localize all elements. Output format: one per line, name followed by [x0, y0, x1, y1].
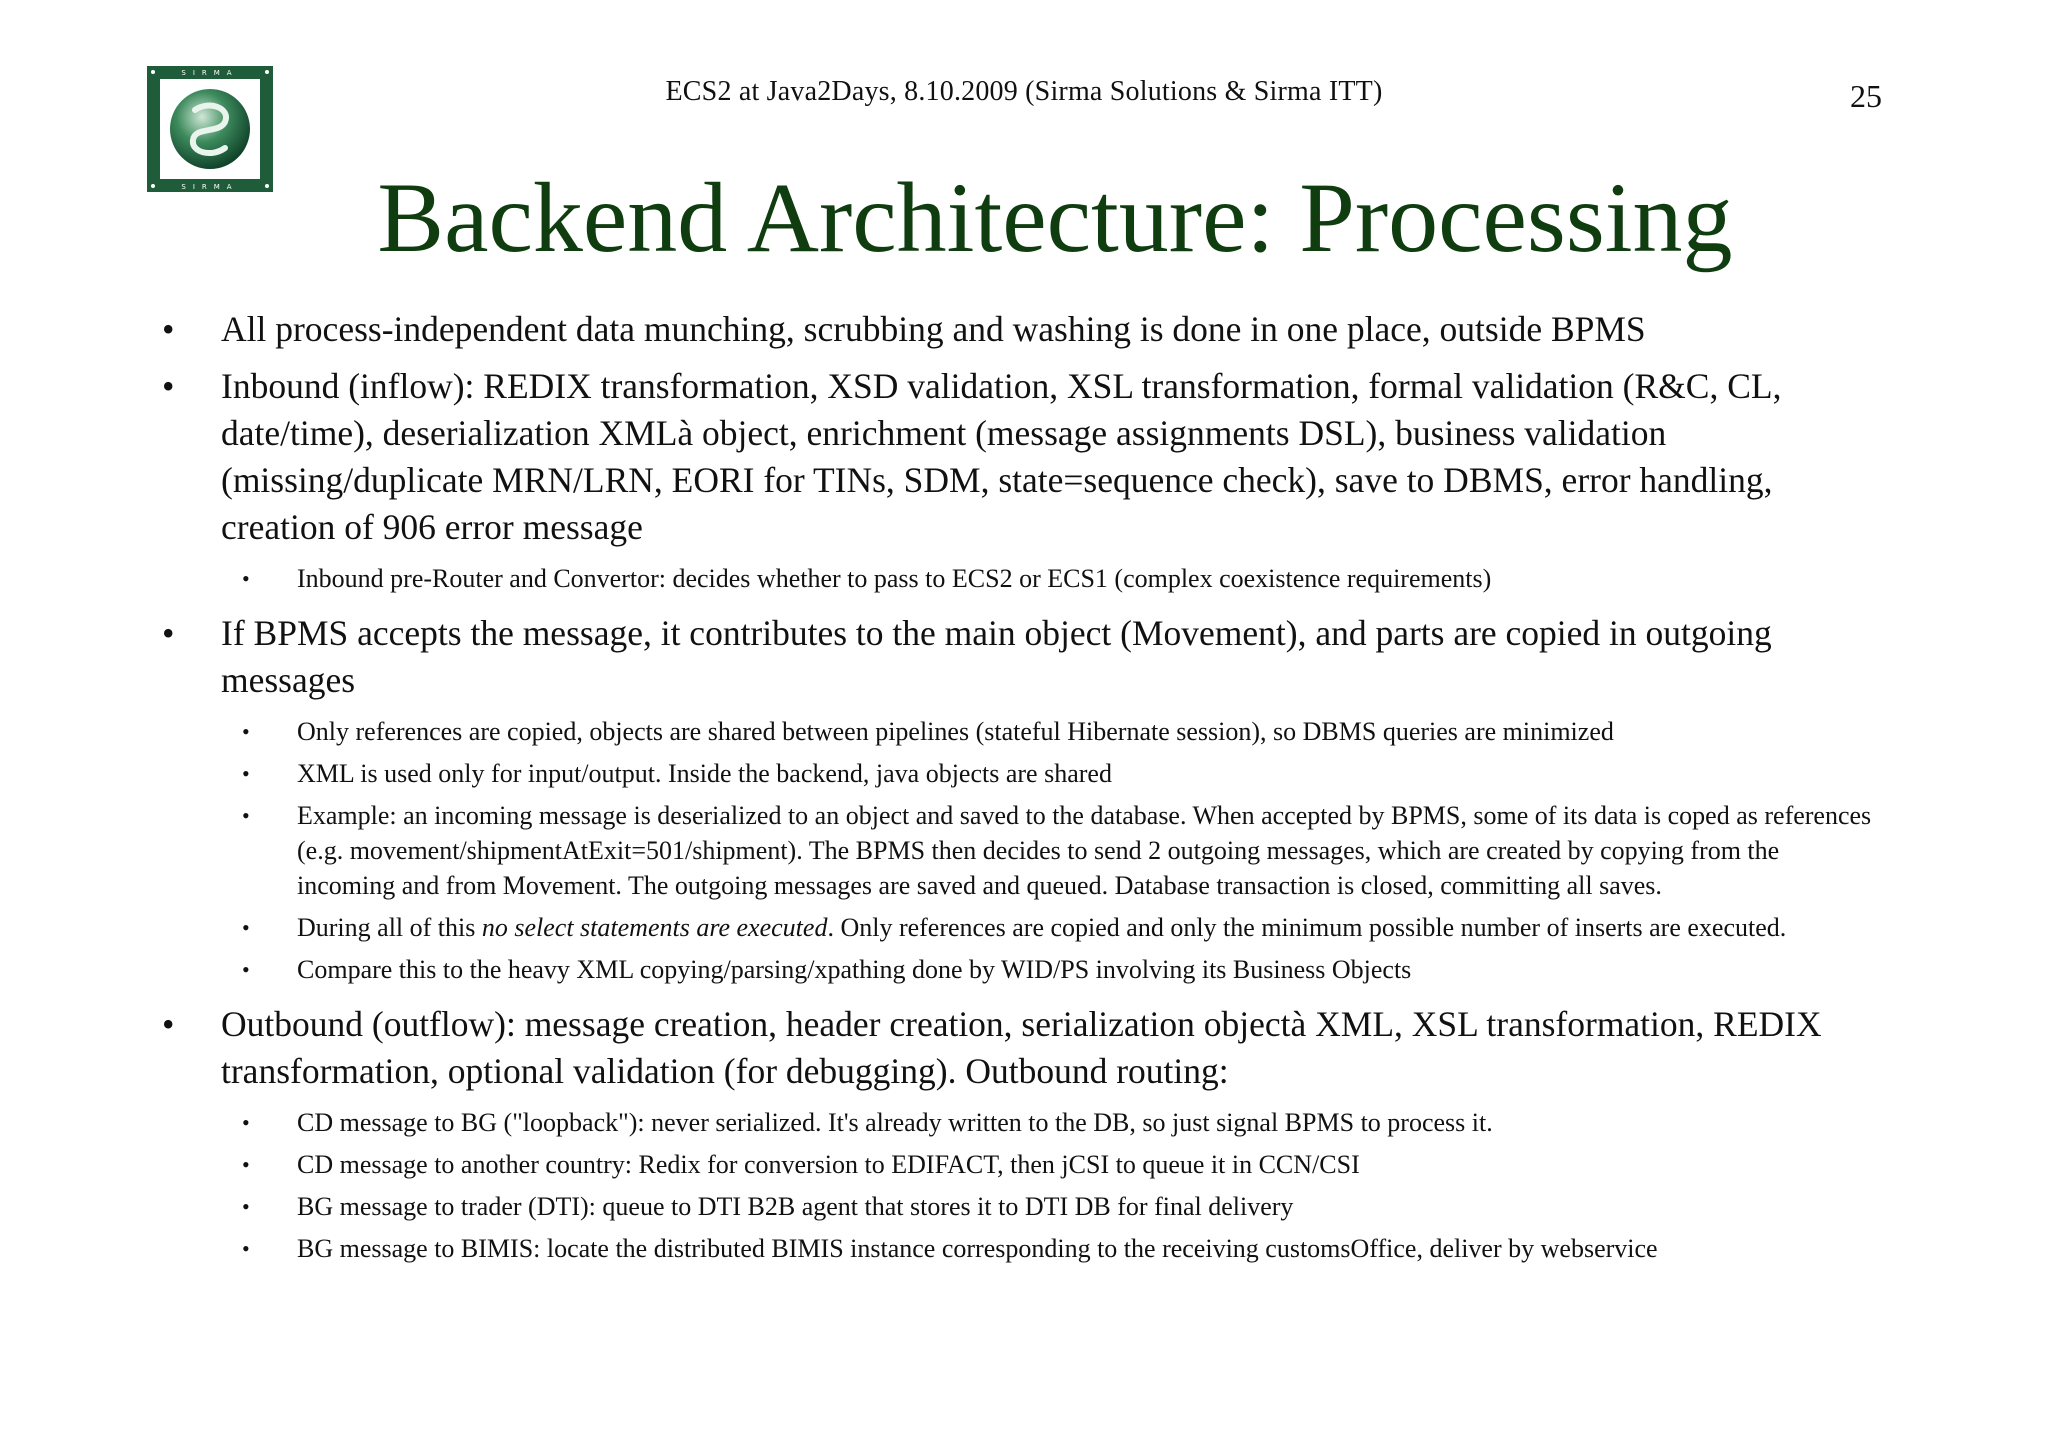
sub-bullet-text [297, 913, 1786, 942]
bullet-marker: • [162, 613, 175, 653]
bullet-list [162, 306, 1882, 1266]
slide-content [162, 306, 1882, 1273]
sub-bullet-text: BG message to trader (DTI): queue to DTI B2B agent that stores it to DTI DB for final delivery [297, 1192, 1294, 1221]
sub-bullet-text: XML is used only for input/output. Inside the backend, java objects are shared [297, 759, 1112, 788]
bullet-marker: • [242, 1236, 250, 1261]
bullet-marker: • [242, 719, 250, 744]
sub-bullet [162, 1147, 1882, 1182]
sub-bullet [162, 561, 1882, 596]
bullet-text: Inbound (inflow): REDIX transformation, XSD validation, XSL transformation, formal validation (R&C, CL, date/time), deserialization XMLà object, enrichment (message assignments DSL), business validation (missing/duplicate MRN/LRN, EORI for TINs, SDM, state=sequence check), save to DBMS, error handling, creation of 906 error message [221, 366, 1782, 547]
sub-bullet-text: Inbound pre-Router and Convertor: decides whether to pass to ECS2 or ECS1 (complex coexistence requirements) [297, 564, 1492, 593]
bullet-marker: • [162, 1004, 175, 1044]
sub-bullet-text: Only references are copied, objects are shared between pipelines (stateful Hibernate session), so DBMS queries are minimized [297, 717, 1614, 746]
sub-bullet-text: CD message to BG ("loopback"): never serialized. It's already written to the DB, so just signal BPMS to process it. [297, 1108, 1493, 1137]
sub-bullet [162, 1231, 1882, 1266]
text-segment: . Only references are copied and only the minimum possible number of inserts are executed. [827, 913, 1787, 942]
emphasis-text: no select statements are executed [481, 913, 828, 942]
bullet-marker: • [242, 1194, 250, 1219]
sub-bullet [162, 910, 1882, 945]
sub-bullet [162, 798, 1882, 903]
bullet-marker: • [242, 803, 250, 828]
sub-bullet [162, 1105, 1882, 1140]
bullet-4 [162, 1001, 1882, 1095]
bullet-marker: • [242, 1152, 250, 1177]
sub-bullet-text: Compare this to the heavy XML copying/parsing/xpathing done by WID/PS involving its Business Objects [297, 955, 1412, 984]
bullet-text: All process-independent data munching, scrubbing and washing is done in one place, outside BPMS [221, 309, 1646, 349]
bullet-marker: • [242, 915, 250, 940]
bullet-marker: • [242, 566, 250, 591]
bullet-3 [162, 610, 1882, 704]
sub-bullet-text: BG message to BIMIS: locate the distributed BIMIS instance corresponding to the receiving customsOffice, deliver by webservice [297, 1234, 1658, 1263]
sub-bullet [162, 1189, 1882, 1224]
sub-bullet-text: Example: an incoming message is deserialized to an object and saved to the database. When accepted by BPMS, some of its data is coped as references (e.g. movement/shipmentAtExit=501/shipment). The BPMS then decides to send 2 outgoing messages, which are created by copying from the incoming and from Movement. The outgoing messages are saved and queued. Database transaction is closed, committing all saves. [297, 801, 1872, 900]
slide-header: ECS2 at Java2Days, 8.10.2009 (Sirma Solutions & Sirma ITT) [665, 76, 1383, 107]
page-number: 25 [1850, 78, 1882, 114]
bullet-text: If BPMS accepts the message, it contributes to the main object (Movement), and parts are copied in outgoing messages [221, 613, 1772, 700]
svg-text:SIRMA: SIRMA [181, 183, 239, 191]
bullet-2 [162, 363, 1882, 551]
sub-bullet [162, 714, 1882, 749]
slide-title: Backend Architecture: Processing [377, 162, 1733, 273]
sub-bullet [162, 952, 1882, 987]
bullet-marker: • [162, 309, 175, 349]
text-segment: During all of this [297, 913, 482, 942]
bullet-marker: • [242, 957, 250, 982]
bullet-marker: • [242, 1110, 250, 1135]
bullet-marker: • [162, 366, 175, 406]
svg-text:SIRMA: SIRMA [181, 69, 239, 77]
bullet-1 [162, 306, 1882, 353]
bullet-text: Outbound (outflow): message creation, header creation, serialization objectà XML, XSL transformation, REDIX transformation, optional validation (for debugging). Outbound routing: [221, 1004, 1822, 1091]
sub-bullet-text: CD message to another country: Redix for conversion to EDIFACT, then jCSI to queue it in CCN/CSI [297, 1150, 1360, 1179]
bullet-marker: • [242, 761, 250, 786]
sub-bullet [162, 756, 1882, 791]
